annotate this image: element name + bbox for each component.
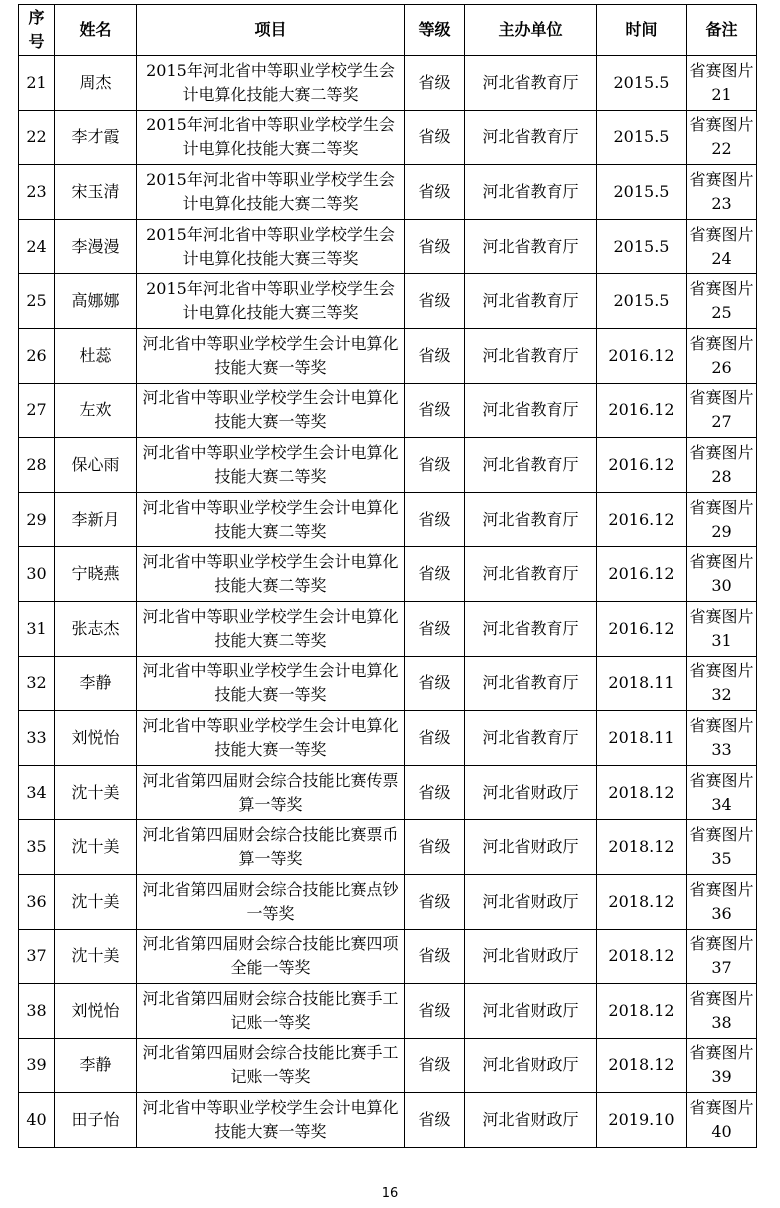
cell-project: 河北省中等职业学校学生会计电算化技能大赛一等奖 xyxy=(137,383,405,438)
cell-note: 省赛图片21 xyxy=(687,56,757,111)
table-row xyxy=(19,1038,757,1093)
header-note: 备注 xyxy=(687,5,757,56)
cell-organizer: 河北省财政厅 xyxy=(465,874,597,929)
cell-date: 2018.12 xyxy=(597,820,687,875)
cell-project: 河北省中等职业学校学生会计电算化技能大赛一等奖 xyxy=(137,328,405,383)
cell-project: 河北省中等职业学校学生会计电算化技能大赛一等奖 xyxy=(137,1093,405,1148)
cell-name: 刘悦怡 xyxy=(55,984,137,1039)
cell-organizer: 河北省财政厅 xyxy=(465,984,597,1039)
cell-name: 田子怡 xyxy=(55,1093,137,1148)
cell-date: 2018.12 xyxy=(597,929,687,984)
cell-note: 省赛图片25 xyxy=(687,274,757,329)
cell-name: 李漫漫 xyxy=(55,219,137,274)
cell-no: 21 xyxy=(19,56,55,111)
cell-date: 2016.12 xyxy=(597,601,687,656)
header-no: 序号 xyxy=(19,5,55,56)
cell-level: 省级 xyxy=(405,1038,465,1093)
table-row xyxy=(19,547,757,602)
table-row xyxy=(19,984,757,1039)
cell-level: 省级 xyxy=(405,874,465,929)
cell-level: 省级 xyxy=(405,601,465,656)
cell-no: 40 xyxy=(19,1093,55,1148)
cell-level: 省级 xyxy=(405,820,465,875)
cell-date: 2016.12 xyxy=(597,328,687,383)
table-row xyxy=(19,383,757,438)
cell-date: 2016.12 xyxy=(597,438,687,493)
cell-organizer: 河北省财政厅 xyxy=(465,1038,597,1093)
cell-note: 省赛图片34 xyxy=(687,765,757,820)
cell-level: 省级 xyxy=(405,56,465,111)
cell-level: 省级 xyxy=(405,328,465,383)
cell-name: 张志杰 xyxy=(55,601,137,656)
cell-date: 2019.10 xyxy=(597,1093,687,1148)
table-header xyxy=(19,5,757,56)
cell-no: 25 xyxy=(19,274,55,329)
cell-organizer: 河北省教育厅 xyxy=(465,656,597,711)
cell-level: 省级 xyxy=(405,711,465,766)
table-row xyxy=(19,219,757,274)
cell-project: 2015年河北省中等职业学校学生会计电算化技能大赛三等奖 xyxy=(137,219,405,274)
cell-no: 37 xyxy=(19,929,55,984)
cell-no: 26 xyxy=(19,328,55,383)
cell-note: 省赛图片26 xyxy=(687,328,757,383)
cell-name: 沈十美 xyxy=(55,820,137,875)
cell-no: 38 xyxy=(19,984,55,1039)
table-row xyxy=(19,274,757,329)
cell-date: 2015.5 xyxy=(597,165,687,220)
cell-organizer: 河北省教育厅 xyxy=(465,383,597,438)
cell-no: 32 xyxy=(19,656,55,711)
cell-organizer: 河北省教育厅 xyxy=(465,219,597,274)
cell-project: 2015年河北省中等职业学校学生会计电算化技能大赛三等奖 xyxy=(137,274,405,329)
table-row xyxy=(19,56,757,111)
cell-organizer: 河北省财政厅 xyxy=(465,820,597,875)
cell-project: 河北省中等职业学校学生会计电算化技能大赛一等奖 xyxy=(137,711,405,766)
cell-no: 36 xyxy=(19,874,55,929)
cell-organizer: 河北省教育厅 xyxy=(465,547,597,602)
cell-level: 省级 xyxy=(405,984,465,1039)
table-row xyxy=(19,820,757,875)
cell-no: 39 xyxy=(19,1038,55,1093)
page-number: 16 xyxy=(381,1186,399,1201)
cell-organizer: 河北省教育厅 xyxy=(465,110,597,165)
cell-organizer: 河北省财政厅 xyxy=(465,929,597,984)
cell-level: 省级 xyxy=(405,1093,465,1148)
cell-date: 2016.12 xyxy=(597,383,687,438)
cell-project: 河北省第四届财会综合技能比赛手工记账一等奖 xyxy=(137,1038,405,1093)
cell-project: 河北省中等职业学校学生会计电算化技能大赛一等奖 xyxy=(137,656,405,711)
cell-project: 河北省第四届财会综合技能比赛票币算一等奖 xyxy=(137,820,405,875)
table-row xyxy=(19,765,757,820)
header-organizer: 主办单位 xyxy=(465,5,597,56)
cell-project: 河北省中等职业学校学生会计电算化技能大赛二等奖 xyxy=(137,601,405,656)
cell-organizer: 河北省教育厅 xyxy=(465,165,597,220)
table-row xyxy=(19,492,757,547)
cell-organizer: 河北省教育厅 xyxy=(465,711,597,766)
cell-no: 24 xyxy=(19,219,55,274)
cell-level: 省级 xyxy=(405,492,465,547)
cell-level: 省级 xyxy=(405,438,465,493)
cell-level: 省级 xyxy=(405,274,465,329)
header-project: 项目 xyxy=(137,5,405,56)
cell-name: 左欢 xyxy=(55,383,137,438)
cell-note: 省赛图片33 xyxy=(687,711,757,766)
cell-project: 2015年河北省中等职业学校学生会计电算化技能大赛二等奖 xyxy=(137,110,405,165)
cell-no: 33 xyxy=(19,711,55,766)
cell-no: 30 xyxy=(19,547,55,602)
cell-note: 省赛图片37 xyxy=(687,929,757,984)
cell-no: 27 xyxy=(19,383,55,438)
cell-level: 省级 xyxy=(405,110,465,165)
table-row xyxy=(19,929,757,984)
header-date: 时间 xyxy=(597,5,687,56)
cell-name: 高娜娜 xyxy=(55,274,137,329)
cell-organizer: 河北省教育厅 xyxy=(465,438,597,493)
table-row xyxy=(19,711,757,766)
header-level: 等级 xyxy=(405,5,465,56)
cell-name: 保心雨 xyxy=(55,438,137,493)
cell-name: 李才霞 xyxy=(55,110,137,165)
cell-organizer: 河北省教育厅 xyxy=(465,492,597,547)
table-row xyxy=(19,165,757,220)
cell-level: 省级 xyxy=(405,219,465,274)
table-row xyxy=(19,656,757,711)
cell-name: 宋玉清 xyxy=(55,165,137,220)
cell-note: 省赛图片35 xyxy=(687,820,757,875)
cell-name: 李新月 xyxy=(55,492,137,547)
cell-date: 2016.12 xyxy=(597,547,687,602)
cell-no: 28 xyxy=(19,438,55,493)
table-row xyxy=(19,328,757,383)
cell-date: 2015.5 xyxy=(597,219,687,274)
cell-date: 2015.5 xyxy=(597,110,687,165)
cell-project: 河北省中等职业学校学生会计电算化技能大赛二等奖 xyxy=(137,438,405,493)
cell-date: 2018.12 xyxy=(597,984,687,1039)
cell-note: 省赛图片24 xyxy=(687,219,757,274)
cell-project: 2015年河北省中等职业学校学生会计电算化技能大赛二等奖 xyxy=(137,165,405,220)
cell-name: 周杰 xyxy=(55,56,137,111)
cell-project: 河北省第四届财会综合技能比赛点钞一等奖 xyxy=(137,874,405,929)
cell-no: 31 xyxy=(19,601,55,656)
table-body xyxy=(19,56,757,1148)
cell-date: 2015.5 xyxy=(597,56,687,111)
cell-organizer: 河北省财政厅 xyxy=(465,765,597,820)
cell-level: 省级 xyxy=(405,547,465,602)
cell-note: 省赛图片31 xyxy=(687,601,757,656)
cell-project: 河北省中等职业学校学生会计电算化技能大赛二等奖 xyxy=(137,492,405,547)
cell-date: 2018.12 xyxy=(597,765,687,820)
cell-name: 李静 xyxy=(55,1038,137,1093)
cell-project: 河北省第四届财会综合技能比赛手工记账一等奖 xyxy=(137,984,405,1039)
cell-name: 沈十美 xyxy=(55,765,137,820)
table-row xyxy=(19,110,757,165)
cell-note: 省赛图片28 xyxy=(687,438,757,493)
cell-no: 34 xyxy=(19,765,55,820)
table-row xyxy=(19,1093,757,1148)
cell-organizer: 河北省教育厅 xyxy=(465,56,597,111)
cell-name: 沈十美 xyxy=(55,929,137,984)
cell-project: 河北省第四届财会综合技能比赛传票算一等奖 xyxy=(137,765,405,820)
cell-note: 省赛图片23 xyxy=(687,165,757,220)
cell-date: 2018.11 xyxy=(597,656,687,711)
cell-level: 省级 xyxy=(405,765,465,820)
cell-organizer: 河北省教育厅 xyxy=(465,274,597,329)
cell-note: 省赛图片36 xyxy=(687,874,757,929)
cell-no: 22 xyxy=(19,110,55,165)
cell-note: 省赛图片29 xyxy=(687,492,757,547)
cell-no: 23 xyxy=(19,165,55,220)
cell-name: 宁晓燕 xyxy=(55,547,137,602)
cell-no: 29 xyxy=(19,492,55,547)
cell-project: 2015年河北省中等职业学校学生会计电算化技能大赛二等奖 xyxy=(137,56,405,111)
cell-date: 2018.12 xyxy=(597,874,687,929)
cell-level: 省级 xyxy=(405,165,465,220)
cell-note: 省赛图片38 xyxy=(687,984,757,1039)
cell-project: 河北省第四届财会综合技能比赛四项全能一等奖 xyxy=(137,929,405,984)
cell-organizer: 河北省教育厅 xyxy=(465,601,597,656)
cell-date: 2015.5 xyxy=(597,274,687,329)
cell-no: 35 xyxy=(19,820,55,875)
cell-name: 李静 xyxy=(55,656,137,711)
cell-date: 2016.12 xyxy=(597,492,687,547)
cell-name: 沈十美 xyxy=(55,874,137,929)
cell-level: 省级 xyxy=(405,656,465,711)
cell-date: 2018.12 xyxy=(597,1038,687,1093)
cell-organizer: 河北省教育厅 xyxy=(465,328,597,383)
awards-table xyxy=(18,4,757,1148)
cell-date: 2018.11 xyxy=(597,711,687,766)
header-row xyxy=(19,5,757,56)
cell-level: 省级 xyxy=(405,383,465,438)
cell-note: 省赛图片22 xyxy=(687,110,757,165)
header-name: 姓名 xyxy=(55,5,137,56)
cell-note: 省赛图片39 xyxy=(687,1038,757,1093)
cell-level: 省级 xyxy=(405,929,465,984)
cell-note: 省赛图片32 xyxy=(687,656,757,711)
cell-note: 省赛图片30 xyxy=(687,547,757,602)
cell-project: 河北省中等职业学校学生会计电算化技能大赛二等奖 xyxy=(137,547,405,602)
cell-note: 省赛图片40 xyxy=(687,1093,757,1148)
cell-organizer: 河北省财政厅 xyxy=(465,1093,597,1148)
cell-name: 刘悦怡 xyxy=(55,711,137,766)
table-row xyxy=(19,874,757,929)
table-row xyxy=(19,601,757,656)
table-row xyxy=(19,438,757,493)
cell-name: 杜蕊 xyxy=(55,328,137,383)
cell-note: 省赛图片27 xyxy=(687,383,757,438)
